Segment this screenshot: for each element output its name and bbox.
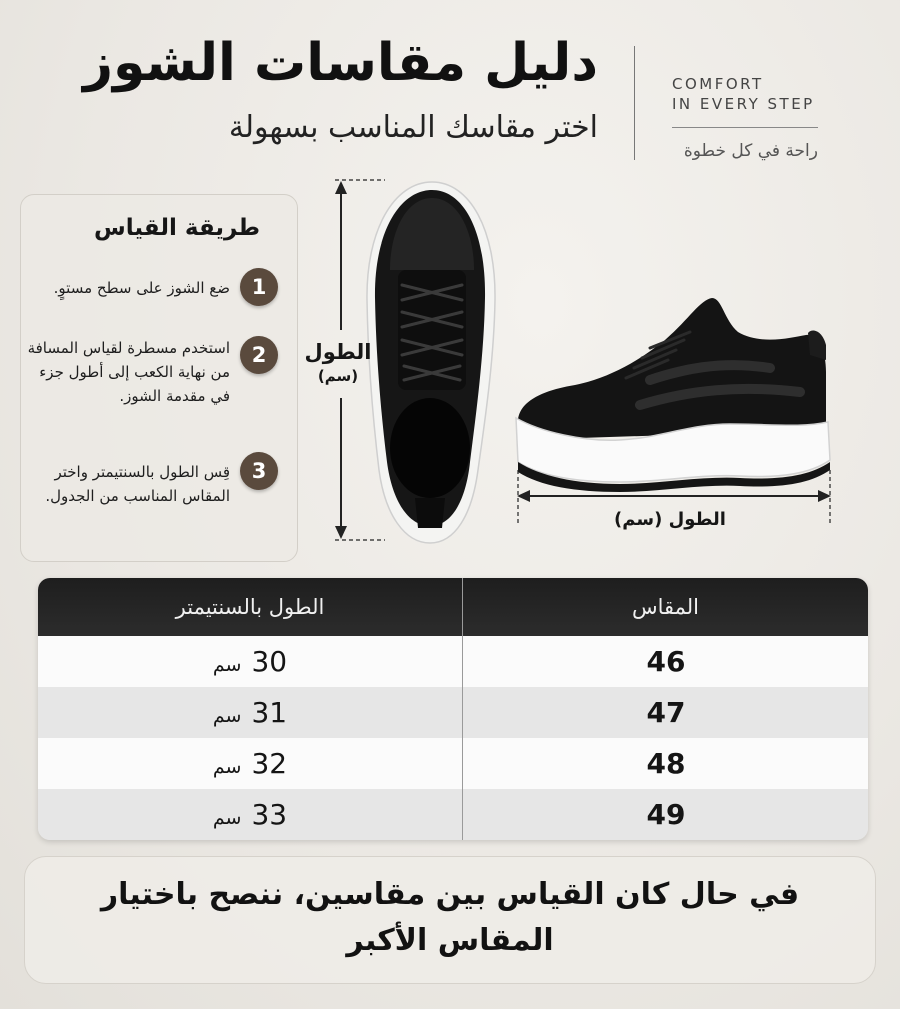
tagline-english (672, 74, 832, 114)
column-header-size: المقاس (631, 595, 700, 619)
shoe-diagram (300, 170, 860, 550)
arrow-right-icon (818, 490, 831, 502)
step-text-1: ضع الشوز على سطح مستوٍ. (53, 279, 230, 297)
step-number-1: 1 (240, 268, 278, 306)
length-cell: 31سم (212, 696, 288, 729)
page-subtitle: اختر مقاسك المناسب بسهولة (228, 110, 598, 145)
size-cell: 46 (646, 645, 686, 678)
tagline-arabic: راحة في كل خطوة (683, 141, 818, 161)
arrow-down-icon (335, 526, 347, 539)
column-divider (462, 578, 463, 840)
tagline-english-line1: COMFORT (672, 75, 764, 93)
arrow-left-icon (517, 490, 530, 502)
size-cell: 47 (646, 696, 686, 729)
vertical-length-text: الطول (304, 340, 372, 364)
size-cell: 49 (646, 798, 686, 831)
header-divider (634, 46, 635, 160)
size-table (38, 578, 868, 840)
measure-steps-title: طريقة القياس (94, 215, 260, 241)
step-number-3: 3 (240, 452, 278, 490)
column-header-length: الطول بالسنتيمتر (175, 595, 325, 619)
step-number-2: 2 (240, 336, 278, 374)
length-cell: 32سم (212, 747, 288, 780)
step-text-3: قِس الطول بالسنتيمتر واختر المقاس المناسب من الجدول. (45, 463, 230, 505)
length-cell: 30سم (212, 645, 288, 678)
step-text-2: استخدم مسطرة لقياس المسافة من نهاية الكعب إلى أطول جزء في مقدمة الشوز. (27, 339, 230, 405)
tagline-divider (672, 127, 818, 128)
arrow-up-icon (335, 181, 347, 194)
tagline-english-line2: IN EVERY STEP (672, 95, 815, 113)
page-title: دليل مقاسات الشوز (83, 33, 598, 93)
table-row (38, 738, 868, 789)
shoe-top-view (367, 182, 495, 543)
note-text: في حال كان القياس بين مقاسين، ننصح باختيار المقاس الأكبر (100, 877, 800, 958)
vertical-length-label (298, 338, 378, 386)
table-header (38, 578, 868, 636)
horizontal-length-label: الطول (سم) (614, 509, 726, 530)
length-cell: 33سم (212, 798, 288, 831)
table-row (38, 687, 868, 738)
table-row (38, 789, 868, 840)
table-row (38, 636, 868, 687)
size-cell: 48 (646, 747, 686, 780)
shoe-side-view (516, 298, 830, 492)
vertical-length-unit: (سم) (317, 367, 359, 385)
